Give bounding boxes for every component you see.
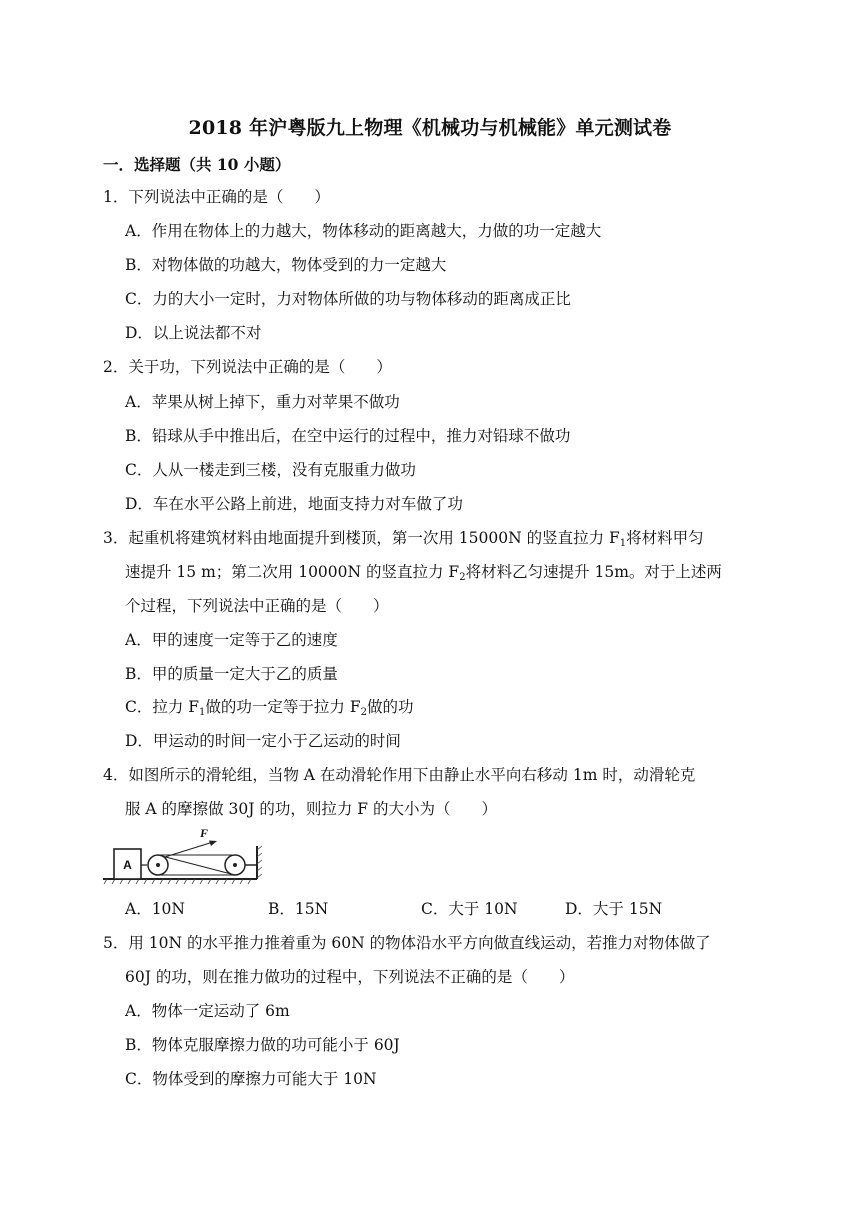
question-2-option-d: D．车在水平公路上前进，地面支持力对车做了功 [125,495,463,513]
question-1-option-c: C．力的大小一定时，力对物体所做的功与物体移动的距离成正比 [125,290,571,308]
question-4-option-d: D．大于 15N [565,900,663,918]
question-2-option-b: B．铅球从手中推出后，在空中运行的过程中，推力对铅球不做功 [125,427,571,445]
question-3-option-c: C．拉力 $F_1$做的功一定等于拉力 $F_2$做的功 [125,698,414,718]
question-3-option-a: A．甲的速度一定等于乙的速度 [125,631,338,649]
question-3-stem-line-1: 3．起重机将建筑材料由地面提升到楼顶，第一次用 15000N 的竖直拉力 $F_1$将材料甲匀 [103,529,704,549]
force-label: F [200,826,209,840]
section-heading: 一．选择题（共 10 小题） [103,155,291,174]
question-5-option-b: B．物体克服摩擦力做的功可能小于 60J [125,1036,400,1054]
question-4-option-a: A．10N [125,900,185,918]
question-5-stem-line-1: 5．用 10N 的水平推力推着重为 60N 的物体沿水平方向做直线运动，若推力对物体做了 [103,934,711,952]
question-2-option-c: C．人从一楼走到三楼，没有克服重力做功 [125,461,416,479]
question-3-option-b: B．甲的质量一定大于乙的质量 [125,665,338,683]
question-3-stem-line-2: 速提升 15 m；第二次用 10000N 的竖直拉力 $F_2$将材料乙匀速提升 15m。对于上述两 [125,563,722,583]
question-5-option-a: A．物体一定运动了 6m [125,1002,290,1020]
question-3-stem-line-3: 个过程，下列说法中正确的是（ ） [125,597,389,615]
question-4-stem-line-1: 4．如图所示的滑轮组，当物 A 在动滑轮作用下由静止水平向右移动 1m 时，动滑轮克 [103,766,696,784]
question-2-stem: 2．关于功，下列说法中正确的是（ ） [103,358,392,376]
block-a-label: A [123,858,132,872]
question-5-stem-line-2: 60J 的功，则在推力做功的过程中，下列说法不正确的是（ ） [125,968,575,986]
question-5-option-c: C．物体受到的摩擦力可能大于 10N [125,1070,377,1088]
question-1-stem: 1．下列说法中正确的是（ ） [103,188,330,206]
question-1-option-d: D．以上说法都不对 [125,324,262,342]
question-3-option-d: D．甲运动的时间一定小于乙运动的时间 [125,732,401,750]
page-title: 2018 年沪粤版九上物理《机械功与机械能》单元测试卷 [188,117,672,139]
question-4-option-c: C．大于 10N [421,900,518,918]
question-4-stem-line-2: 服 A 的摩擦做 30J 的功，则拉力 F 的大小为（ ） [125,800,497,818]
question-4-option-b: B．15N [268,900,329,918]
question-1-option-b: B．对物体做的功越大，物体受到的力一定越大 [125,256,447,274]
question-1-option-a: A．作用在物体上的力越大，物体移动的距离越大，力做的功一定越大 [125,222,602,240]
pulley-diagram [103,824,265,886]
question-2-option-a: A．苹果从树上掉下，重力对苹果不做功 [125,393,400,411]
